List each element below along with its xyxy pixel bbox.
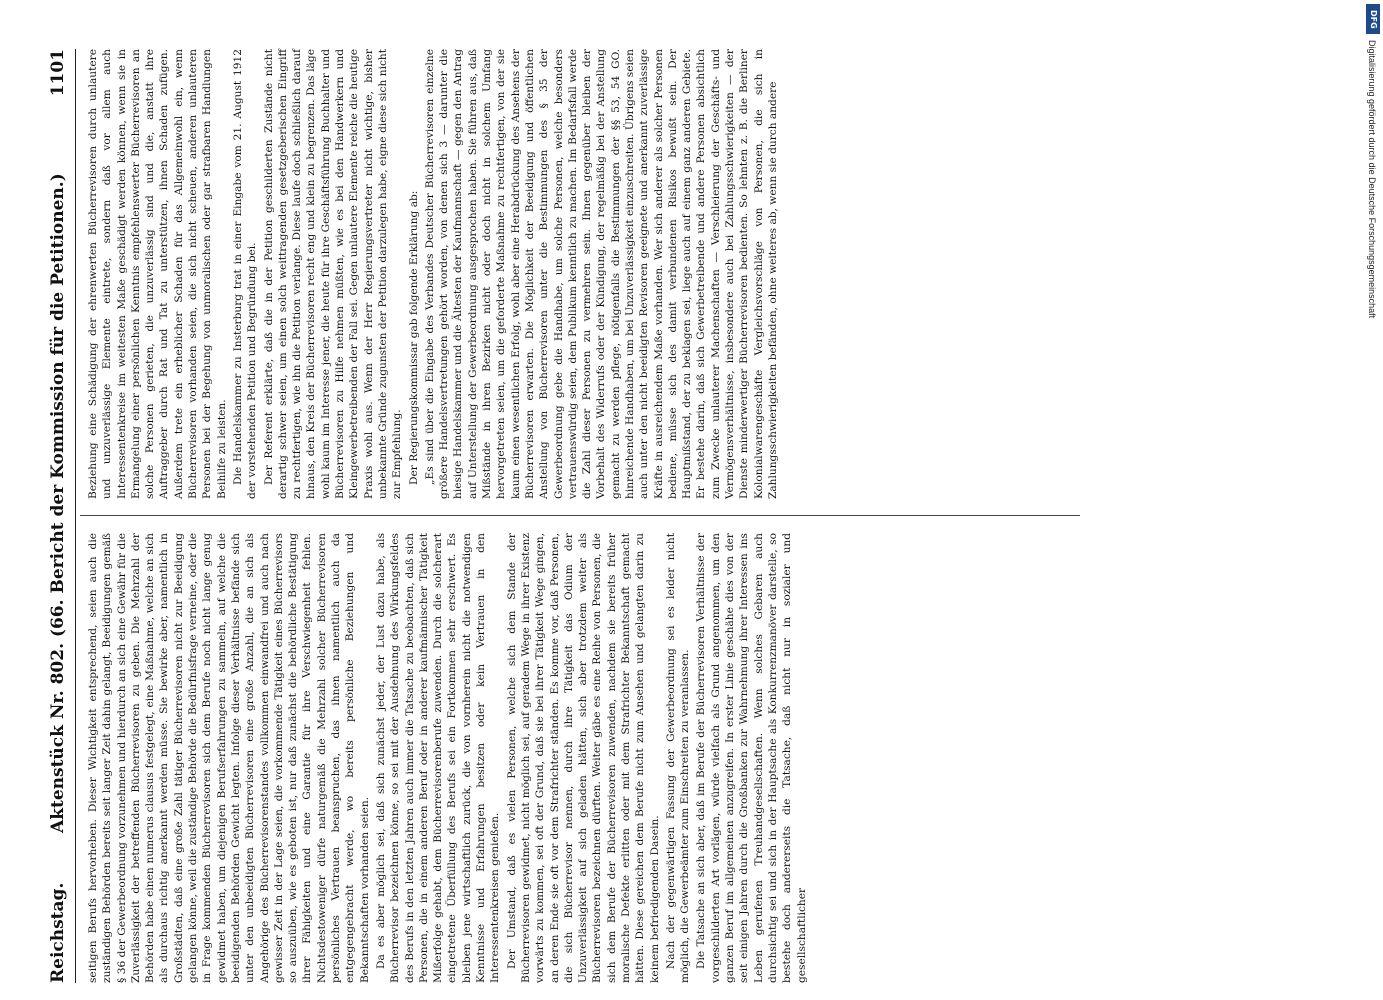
document-page (42, 49, 1342, 983)
page-number: 1101 (48, 49, 68, 97)
page-header (42, 49, 76, 983)
paragraph: seitigen Berufs hervorheben. Dieser Wichtigkeit entsprechend, seien auch die zuständigen Behörden bereits seit langer Zeit dahin gelangt, Beeidigungen gemäß § 36 der Gewerbeordnung vorzunehmen und hierdurch an sich eine Gewähr für die Zuverlässigkeit der betreffenden Bücherrevisoren zu geben. Die Mehrzahl der Behörden habe einen numerus clausus festgelegt, eine Maßnahme, welche an sich als durchaus richtig anerkannt werden müsse. Sie bewirke aber, namentlich in Großstädten, daß eine große Zahl tätiger Bücherrevisoren nicht zur Beeidigung gelangen könne, weil die zuständige Behörde die Bedürfnisfrage verneine, oder die in Frage kommenden Bücherrevisoren sich dem Berufe noch nicht lange genug gewidmet haben, um diejenigen Berufserfahrungen zu sammeln, auf welche die beeidigenden Behörden Gewicht legten. Infolge dieser Verhältnisse befände sich unter den unbeeidigten Bücherrevisoren eine große Anzahl, die an sich als Angehörige des Bücherrevisorenstandes vollkommen einwandfrei und auch nach gewisser Zeit in der Lage seien, die vorkommende Tätigkeit eines Bücherrevisors so auszuüben, wie es geboten ist, nur daß zunächst die behördliche Bestätigung ihrer Fähigkeiten und eine Garantie für ihre Verschwiegenheit fehlen. Nichtsdestoweniger dürfe naturgemäß die Mehrzahl solcher Bücherrevisoren persönliches Vertrauen beanspruchen, das ihnen namentlich auch da entgegengebracht werde, wo bereits persönliche Beziehungen und Bekanntschaften vorhanden seien. (87, 533, 371, 983)
header-left: Reichstag. (48, 882, 68, 983)
left-column (86, 533, 811, 983)
paragraph: Der Umstand, daß es vielen Personen, welche sich dem Stande der Bücherrevisoren gewidmet, nicht möglich sei, auf geradem Wege in ihrer Existenz vorwärts zu kommen, sei oft der Grund, daß sie bei ihrer Tätigkeit Wege gingen, an deren Ende sie oft vor dem Strafrichter ständen. Es komme vor, daß Personen, die sich Bücherrevisor nennen, durch ihre Tätigkeit das Odium der Unzuverlässigkeit auf sich geladen hätten, sich aber trotzdem weiter als Bücherrevisoren bezeichnen dürften. Weiter gäbe es eine Reihe von Personen, die sich dem Berufe der Bücherrevisoren zuwenden, nachdem sie bereits früher moralische Defekte erlitten oder mit dem Strafrichter Bekanntschaft gemacht hätten. Diese gereichen dem Berufe nicht zum Ansehen und gelangten darin zu keinem befriedigenden Dasein. (505, 533, 661, 983)
header-rule (75, 49, 76, 983)
digitization-sidebar (1364, 0, 1382, 1000)
paragraph: Die Tatsache an sich aber, daß im Berufe der Bücherrevisoren Verhältnisse der vorgeschilderten Art vorlägen, würde vielfach als Grund angenommen, um den ganzen Beruf im allgemeinen anzugreifen. In erster Linie geschähe dies von der seit einigen Jahren durch die Großbanken zur Wahrnehmung ihrer Interessen ins Leben gerufenen Treuhandgesellschaften. Wenn solches Gebaren auch durchsichtig sei und sich in der Hauptsache als Konkurrenzmanöver darstelle, so bestehe doch andererseits die Tatsache, daß nicht nur in sozialer und gesellschaftlicher (695, 533, 808, 983)
paragraph: „Es sind über die Eingabe des Verbandes Deutscher Bücherrevisoren einzelne größere Handelsvertretungen gehört worden, von denen sich 3 — darunter die hiesige Handelskammer und die Ältesten der Kaufmannschaft — gegen den Antrag auf Unterstellung der Gewerbeordnung ausgesprochen haben. Sie führen aus, daß Mißstände in ihren Bezirken nicht oder doch nicht in solchem Umfang hervorgetreten seien, um die geforderte Maßnahme zu rechtfertigen, von der sie kaum einen wesentlichen Erfolg, wohl aber eine Herabdrückung des Ansehens der Bücherrevisoren erwarten. Die Möglichkeit der Beeidigung und öffentlichen Anstellung von Bücherrevisoren unter die Bestimmungen des § 35 der Gewerbeordnung gebe die Handhabe, um solche Personen, welche besonders vertrauenswürdig seien, dem Publikum kenntlich zu machen. Im Bedarfsfall werde die Zahl dieser Personen zu vermehren sein. Ihnen gegenüber bleiben der Vorbehalt des Widerrufs oder der Kündigung, der regelmäßig bei der Anstellung gemacht zu werden pflege, nötigenfalls die Bestimmungen der §§ 53, 54 GO. hinreichende Handhaben, um bei Unzuverlässigkeit einzuschreiten. Übrigens seien auch unter den nicht beeidigten Revisoren geeignete und anerkannt zuverlässige Kräfte in ausreichendem Maße vorhanden. Wer sich anderer als solcher Personen bediene, müsse sich des damit verbundenen Risikos bewußt sein. Der Hauptmißstand, der zu beklagen sei, liege auch auf einem ganz anderen Gebiete. Er bestehe darin, daß sich Gewerbetreibende und andere Personen absichtlich zum Zwecke unlauterer Machenschaften — Verschleierung der Geschäfts- und Vermögensverhältnisse, insbesondere auch bei Zahlungsschwierigkeiten — der Dienste minderwertiger Bücherrevisoren bedienten. So lehnten z. B. die Berliner Kolonialwarengeschäfte Vergleichsvorschläge von Personen, die sich in Zahlungsschwierigkeiten befänden, ohne weiteres ab, wenn sie durch andere (423, 49, 779, 499)
column-divider (80, 515, 1080, 516)
right-column (86, 49, 782, 499)
dfg-logo: DFG (1366, 4, 1380, 34)
digitization-credit: Digitalisierung gefördert durch die Deutsche Forschungsgemeinschaft (1367, 40, 1377, 319)
paragraph: Der Regierungskommissar gab folgende Erklärung ab: (407, 190, 420, 485)
paragraph: Der Referent erklärte, daß die in der Petition geschilderten Zustände nicht derartig schwer seien, um einen solch weittragenden gesetzgeberischen Eingriff zu rechtfertigen, wie ihn die Petition verlange. Diese laufe doch schließlich darauf hinaus, den Kreis der Bücherrevisoren recht eng und klein zu begrenzen. Das läge wohl kaum im Interesse jener, die heute für ihre Geschäftsführung Buchhalter und Bücherrevisoren zu Hilfe nehmen müßten, wie es bei den Handwerkern und Kleingewerbetreibenden der Fall sei. Gegen unlautere Elemente reiche die heutige Praxis wohl aus. Wenn der Herr Regierungsvertreter nicht wichtige, bisher unbekannte Gründe zugunsten der Petition darzulegen habe, eigne diese sich nicht zur Empfehlung. (262, 49, 404, 499)
paragraph: Da es aber möglich sei, daß sich zunächst jeder, der Lust dazu habe, als Bücherrevisor bezeichnen könne, so sei mit der Ausdehnung des Wirkungsfeldes des Berufs in den letzten Jahren auch immer die Tatsache zu beobachten, daß sich Personen, die in einem anderen Beruf oder in anderer kaufmännischer Tätigkeit Mißerfolge gehabt, dem Bücherrevisorenberufe zuwenden. Durch die solcherart eingetretene Überfüllung des Berufs sei ein Fortkommen sehr erschwert. Es bleiben jene wirtschaftlich zurück, die von vornherein nicht die notwendigen Kenntnisse und Erfahrungen besitzen oder kein Vertrauen in den Interessentenkreisen genießen. (374, 533, 502, 983)
paragraph: Beziehung eine Schädigung der ehrenwerten Bücherrevisoren durch unlautere und unzuverlässige Elemente eintrete, sondern daß vor allem auch Interessentenkreise im weitesten Maße geschädigt werden können, wenn sie in Ermangelung einer persönlichen Kenntnis empfehlenswerter Bücherrevisoren an solche Personen gerieten, die unzuverlässig sind und die, anstatt ihre Auftraggeber durch Rat und Tat zu unterstützen, ihnen Schaden zufügen. Außerdem trete ein erheblicher Schaden für das Allgemeinwohl ein, wenn Bücherrevisoren vorhanden seien, die sich nicht scheuen, anderen unlauteren Personen bei der Begehung von unmoralischen oder gar strafbaren Handlungen Beihilfe zu leisten. (87, 49, 228, 499)
paragraph: Nach der gegenwärtigen Fassung der Gewerbeordnung sei es leider nicht möglich, die Gewerbeämter zum Einschreiten zu veranlassen. (664, 533, 692, 983)
header-center: Aktenstück Nr. 802. (66. Bericht der Kommission für die Petitionen.) (48, 173, 68, 833)
paragraph: Die Handelskammer zu Insterburg trat in einer Eingabe vom 21. August 1912 der vorstehenden Petition und Begründung bei. (231, 49, 259, 499)
